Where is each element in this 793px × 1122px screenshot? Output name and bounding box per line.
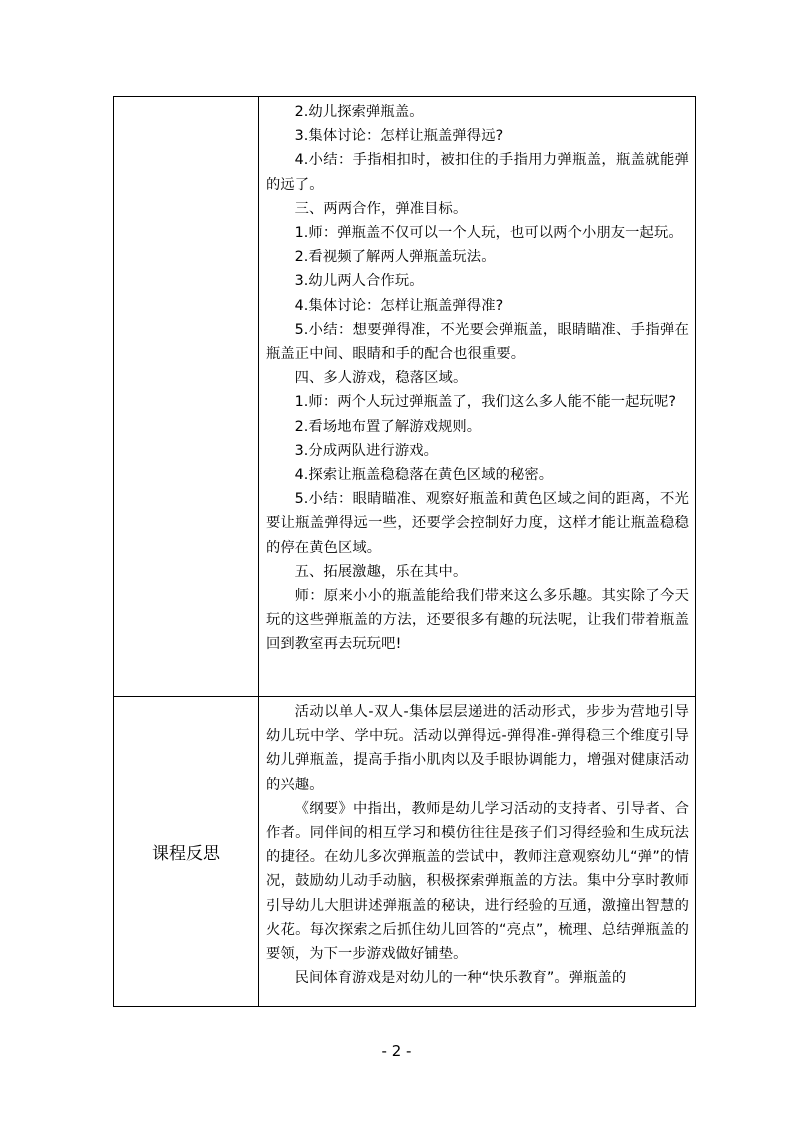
paragraph: 5.小结：眼睛瞄准、观察好瓶盖和黄色区域之间的距离，不光要让瓶盖弹得远一些，还要学会控制好力度，这样才能让瓶盖稳稳的停在黄色区域。 — [266, 491, 689, 556]
paragraph: 师：原来小小的瓶盖能给我们带来这么多乐趣。其实除了今天玩的这些弹瓶盖的方法，还要很多有趣的玩法呢，让我们带着瓶盖回到教室再去玩玩吧! — [266, 588, 689, 653]
paragraph: 《纲要》中指出，教师是幼儿学习活动的支持者、引导者、合作者。同伴间的相互学习和模仿往往是孩子们习得经验和生成玩法的捷径。在幼儿多次弹瓶盖的尝试中，教师注意观察幼儿“弹”的情况，鼓励幼儿动手动脑，积极探索弹瓶盖的方法。集中分享时教师引导幼儿大胆讲述弹瓶盖的秘诀，进行经验的互通，激撞出智慧的火花。每次探索之后抓住幼儿回答的“亮点”，梳理、总结弹瓶盖的要领，为下一步游戏做好铺垫。 — [266, 800, 689, 963]
activity-content-cell — [259, 97, 696, 697]
page-number: - 2 - — [381, 1042, 412, 1060]
paragraph: 3.集体讨论：怎样让瓶盖弹得远? — [294, 128, 504, 145]
paragraph: 3.分成两队进行游戏。 — [294, 442, 439, 459]
activity-label-cell — [114, 97, 259, 697]
paragraph: 1.师：弹瓶盖不仅可以一个人玩，也可以两个小朋友一起玩。 — [294, 225, 683, 242]
section-heading: 五、拓展激趣，乐在其中。 — [294, 563, 468, 580]
paragraph: 民间体育游戏是对幼儿的一种“快乐教育”。弹瓶盖的 — [294, 970, 627, 987]
paragraph: 活动以单人-双人-集体层层递进的活动形式，步步为营地引导幼儿玩中学、学中玩。活动以弹得远-弹得准-弹得稳三个维度引导幼儿弹瓶盖，提高手指小肌肉以及手眼协调能力，增强对健康活动的兴趣。 — [266, 704, 689, 793]
paragraph: 4.小结：手指相扣时，被扣住的手指用力弹瓶盖，瓶盖就能弹的远了。 — [266, 152, 689, 193]
paragraph: 3.幼儿两人合作玩。 — [294, 273, 424, 290]
activity-process-row — [114, 97, 696, 697]
paragraph: 2.幼儿探索弹瓶盖。 — [294, 104, 424, 120]
section-heading: 四、多人游戏，稳落区域。 — [294, 370, 468, 387]
lesson-plan-table — [113, 96, 696, 1007]
paragraph: 1.师：两个人玩过弹瓶盖了，我们这么多人能不能一起玩呢? — [294, 394, 677, 411]
course-reflection-content-cell — [259, 697, 696, 1007]
section-heading: 三、两两合作，弹准目标。 — [294, 200, 468, 217]
paragraph: 4.探索让瓶盖稳稳落在黄色区域的秘密。 — [294, 467, 554, 484]
paragraph: 2.看视频了解两人弹瓶盖玩法。 — [294, 249, 496, 266]
paragraph: 2.看场地布置了解游戏规则。 — [294, 418, 482, 435]
paragraph: 4.集体讨论：怎样让瓶盖弹得准? — [294, 297, 504, 314]
paragraph: 5.小结：想要弹得准，不光要会弹瓶盖，眼睛瞄准、手指弹在瓶盖正中间、眼睛和手的配合也很重要。 — [266, 321, 689, 363]
course-reflection-row — [114, 697, 696, 1007]
course-reflection-label: 课程反思 — [114, 697, 259, 1007]
